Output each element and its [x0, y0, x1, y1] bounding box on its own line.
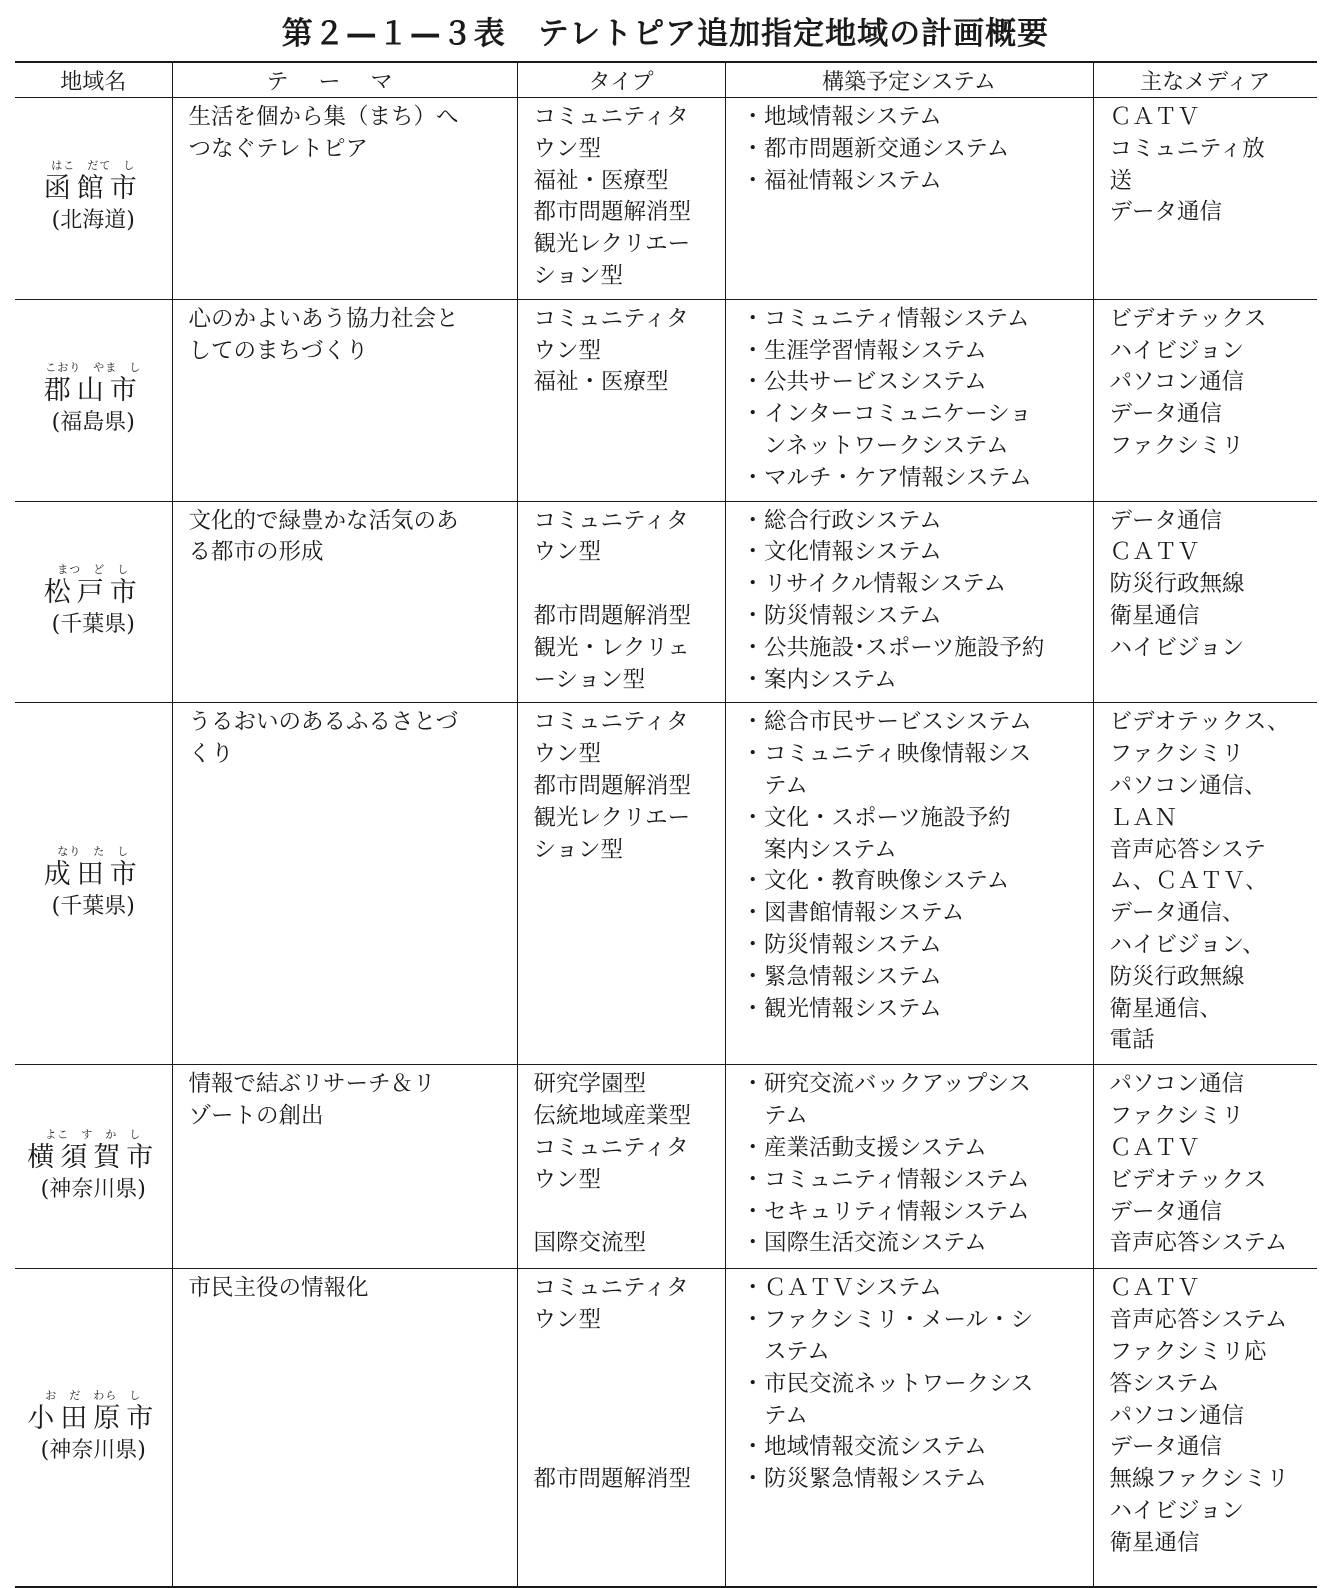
system-item: ステム [741, 1338, 830, 1365]
media-item: 防災行政無線 [1109, 571, 1245, 598]
region-prefecture: (千葉県) [51, 611, 135, 637]
media-item: ファクシミリ応 [1109, 1338, 1267, 1365]
region-cell [15, 299, 172, 501]
system-item: ・防災緊急情報システム [741, 1466, 987, 1493]
system-item: ・観光情報システム [741, 995, 942, 1022]
media-cell [1093, 98, 1317, 300]
theme-line: 情報で結ぶリサーチ＆リ [188, 1071, 436, 1098]
system-item: 案内システム [741, 836, 897, 863]
system-item: ・セキュリティ情報システム [741, 1198, 1030, 1225]
type-line: 福祉・医療型 [533, 167, 669, 194]
media-item: ＬＡＮ [1109, 804, 1178, 831]
type-line: ーション型 [533, 666, 646, 693]
theme-cell [172, 501, 517, 703]
type-line: ウン型 [533, 1166, 602, 1193]
theme-line: つなぐテレトピア [188, 135, 369, 162]
system-item: ・ファクシミリ・メール・シ [741, 1307, 1034, 1334]
system-item: ンネットワークシステム [741, 432, 1009, 459]
region-ruby: はこ だて し [51, 159, 136, 173]
header-region: 地域名 [15, 62, 172, 98]
system-item: テム [741, 772, 808, 799]
region-cell [15, 703, 172, 1065]
table-row [15, 1065, 1317, 1269]
system-item: ・地域情報システム [741, 104, 942, 130]
theme-line: くり [188, 741, 234, 768]
system-item: ・公共施設･スポーツ施設予約 [741, 634, 1045, 661]
type-cell [517, 299, 725, 501]
type-line: ウン型 [533, 539, 602, 566]
system-item: ・文化情報システム [741, 539, 942, 566]
region-cell [15, 501, 172, 703]
type-line: 都市問題解消型 [533, 602, 692, 629]
type-line: ション型 [533, 836, 624, 863]
region-prefecture: (神奈川県) [40, 1176, 146, 1202]
media-item: データ通信 [1109, 199, 1223, 226]
media-item: 送 [1109, 167, 1133, 194]
theme-cell [172, 703, 517, 1065]
media-item: ハイビジョン [1109, 1497, 1245, 1524]
sys-cell [725, 703, 1093, 1065]
theme-cell [172, 98, 517, 300]
type-cell [517, 501, 725, 703]
system-item: ・地域情報交流システム [741, 1434, 987, 1461]
type-line: 観光・レクリェ [533, 634, 690, 661]
type-line: 都市問題解消型 [533, 199, 692, 226]
media-item: パソコン通信、 [1109, 772, 1267, 799]
type-line: コミュニティタ [533, 1134, 689, 1161]
system-item: ・インターコミュニケーショ [741, 401, 1032, 428]
table-row [15, 703, 1317, 1065]
header-theme: テーマ [172, 62, 517, 98]
media-item: パソコン通信 [1109, 1071, 1245, 1098]
media-item: ＣＡＴＶ [1109, 539, 1200, 566]
media-item: データ通信、 [1109, 900, 1245, 927]
system-item: ・マルチ・ケア情報システム [741, 464, 1032, 491]
table-row [15, 501, 1317, 703]
media-item: 衛星通信 [1109, 602, 1200, 629]
type-line [534, 1337, 721, 1369]
type-line: 都市問題解消型 [533, 772, 692, 799]
media-item: 衛星通信、 [1109, 995, 1223, 1022]
type-cell [517, 703, 725, 1065]
system-item: ・総合市民サービスシステム [741, 709, 1032, 736]
theme-line: 生活を個から集（まち）へ [188, 104, 459, 130]
media-item: ハイビジョン [1109, 634, 1245, 661]
type-line: 研究学園型 [533, 1071, 647, 1098]
theme-line: 文化的で緑豊かな活気のあ [188, 507, 459, 534]
media-item: ファクシミリ [1109, 1103, 1245, 1130]
type-line: コミュニティタ [533, 507, 689, 534]
type-line: ウン型 [533, 1307, 602, 1334]
system-item: ・文化・教育映像システム [741, 868, 1010, 895]
media-item: ファクシミリ [1109, 432, 1245, 459]
system-item: ・防災情報システム [741, 602, 942, 629]
theme-line: うるおいのあるふるさとづ [188, 709, 459, 736]
region-name: 郡山市 [43, 375, 143, 407]
media-item: ム、ＣＡＴＶ、 [1109, 868, 1268, 895]
sys-cell [725, 1269, 1093, 1587]
media-item: データ通信 [1109, 1198, 1223, 1225]
media-item: 音声応答システム [1109, 1230, 1288, 1257]
type-line: コミュニティタ [533, 104, 689, 130]
media-item: 無線ファクシミリ [1109, 1466, 1290, 1493]
region-name: 小田原市 [27, 1402, 160, 1434]
media-item: データ通信 [1109, 1434, 1223, 1461]
region-prefecture: (福島県) [51, 410, 135, 436]
type-line: 福祉・医療型 [533, 369, 669, 396]
type-line: 国際交流型 [533, 1230, 647, 1257]
media-item: ＣＡＴＶ [1109, 104, 1200, 130]
media-item: 音声応答システム [1109, 1307, 1288, 1334]
system-item: ・緊急情報システム [741, 963, 942, 990]
theme-cell [172, 299, 517, 501]
media-cell [1093, 703, 1317, 1065]
media-cell [1093, 1065, 1317, 1269]
system-item: ・産業活動支援システム [741, 1134, 987, 1161]
media-item: パソコン通信 [1109, 1402, 1245, 1429]
theme-line: 心のかよいあう協力社会と [188, 305, 459, 332]
type-line [534, 1369, 721, 1401]
system-item: ・市民交流ネットワークシス [741, 1370, 1034, 1397]
system-item: ・ＣＡＴＶシステム [741, 1275, 942, 1302]
media-item: データ通信 [1109, 507, 1223, 534]
type-cell [517, 98, 725, 300]
header-type: タイプ [517, 62, 725, 98]
media-item: ビデオテックス [1109, 305, 1267, 332]
theme-cell [172, 1065, 517, 1269]
system-item: ・文化・スポーツ施設予約 [741, 804, 1011, 831]
system-item: ・リサイクル情報システム [741, 571, 1007, 598]
media-item: パソコン通信 [1109, 369, 1245, 396]
media-item: 防災行政無線 [1109, 963, 1245, 990]
system-item: ・公共サービスシステム [741, 369, 987, 396]
media-item: ビデオテックス [1109, 1166, 1267, 1193]
header-row [15, 62, 1317, 98]
media-cell [1093, 501, 1317, 703]
type-cell [517, 1065, 725, 1269]
sys-cell [725, 299, 1093, 501]
system-item: ・国際生活交流システム [741, 1230, 987, 1257]
system-item: ・防災情報システム [741, 931, 942, 958]
region-ruby: こおり やま し [45, 361, 142, 375]
media-item: 電話 [1109, 1027, 1155, 1054]
table-row [15, 299, 1317, 501]
theme-line: ゾートの創出 [188, 1103, 324, 1130]
region-cell [15, 1065, 172, 1269]
sys-cell [725, 98, 1093, 300]
region-cell [15, 98, 172, 300]
type-line [534, 1432, 721, 1464]
type-line [534, 1401, 721, 1433]
system-item: ・総合行政システム [741, 507, 942, 534]
system-item: ・都市問題新交通システム [741, 135, 1010, 162]
type-line: ウン型 [533, 741, 602, 768]
region-ruby: お だ わら し [45, 1388, 142, 1402]
system-item: テム [741, 1103, 808, 1130]
system-item: ・福祉情報システム [741, 167, 942, 194]
region-name: 松戸市 [43, 576, 143, 608]
type-line [534, 1197, 721, 1229]
type-line: コミュニティタ [533, 1275, 689, 1302]
system-item: ・案内システム [741, 666, 897, 693]
region-prefecture: (北海道) [51, 208, 135, 234]
sys-cell [725, 1065, 1093, 1269]
region-prefecture: (千葉県) [51, 893, 135, 919]
media-item: ＣＡＴＶ [1109, 1134, 1200, 1161]
table-row [15, 1269, 1317, 1587]
table-row [15, 98, 1317, 300]
media-item: データ通信 [1109, 401, 1223, 428]
region-prefecture: (神奈川県) [40, 1437, 146, 1463]
theme-line: る都市の形成 [188, 539, 324, 566]
sys-cell [725, 501, 1093, 703]
media-item: ＣＡＴＶ [1109, 1275, 1200, 1302]
system-item: ・図書館情報システム [741, 900, 965, 927]
system-item: ・コミュニティ情報システム [741, 1166, 1030, 1193]
media-item: コミュニティ放 [1109, 135, 1265, 162]
system-item: ・研究交流バックアップシス [741, 1071, 1031, 1098]
region-name: 横須賀市 [27, 1141, 160, 1173]
header-media: 主なメディア [1093, 62, 1317, 98]
type-line: 観光レクリエー [533, 231, 691, 258]
media-item: 答システム [1109, 1370, 1220, 1397]
system-item: ・生涯学習情報システム [741, 337, 987, 364]
theme-line: してのまちづくり [188, 337, 369, 364]
type-line: 都市問題解消型 [533, 1466, 692, 1493]
theme-cell [172, 1269, 517, 1587]
plan-summary-table [15, 61, 1317, 1588]
theme-line: 市民主役の情報化 [188, 1275, 369, 1302]
type-line: コミュニティタ [533, 709, 689, 736]
region-ruby: よこ す か し [45, 1127, 142, 1141]
region-name: 成田市 [43, 858, 143, 890]
media-cell [1093, 1269, 1317, 1587]
media-cell [1093, 299, 1317, 501]
type-line: ウン型 [533, 135, 602, 162]
table-title: 第２—１—３表 テレトピア追加指定地域の計画概要 [281, 16, 1050, 52]
system-item: テム [741, 1402, 808, 1429]
type-cell [517, 1269, 725, 1587]
media-item: 音声応答システ [1109, 836, 1266, 863]
region-cell [15, 1269, 172, 1587]
type-line: コミュニティタ [533, 305, 689, 332]
region-ruby: なり た し [57, 844, 130, 858]
type-line: ウン型 [533, 337, 602, 364]
type-line: 伝統地域産業型 [533, 1103, 692, 1130]
system-item: ・コミュニティ映像情報シス [741, 741, 1032, 768]
media-item: ファクシミリ [1109, 741, 1245, 768]
type-line: ション型 [533, 262, 624, 289]
system-item: ・コミュニティ情報システム [741, 305, 1030, 332]
media-item: ビデオテックス、 [1109, 709, 1290, 736]
media-item: ハイビジョン、 [1109, 931, 1265, 958]
media-item: ハイビジョン [1109, 337, 1245, 364]
header-systems: 構築予定システム [725, 62, 1093, 98]
type-line: 観光レクリエー [533, 804, 691, 831]
region-name: 函館市 [43, 173, 143, 205]
type-line [534, 569, 721, 601]
media-item: 衛星通信 [1109, 1529, 1200, 1556]
region-ruby: まつ ど し [57, 562, 130, 576]
